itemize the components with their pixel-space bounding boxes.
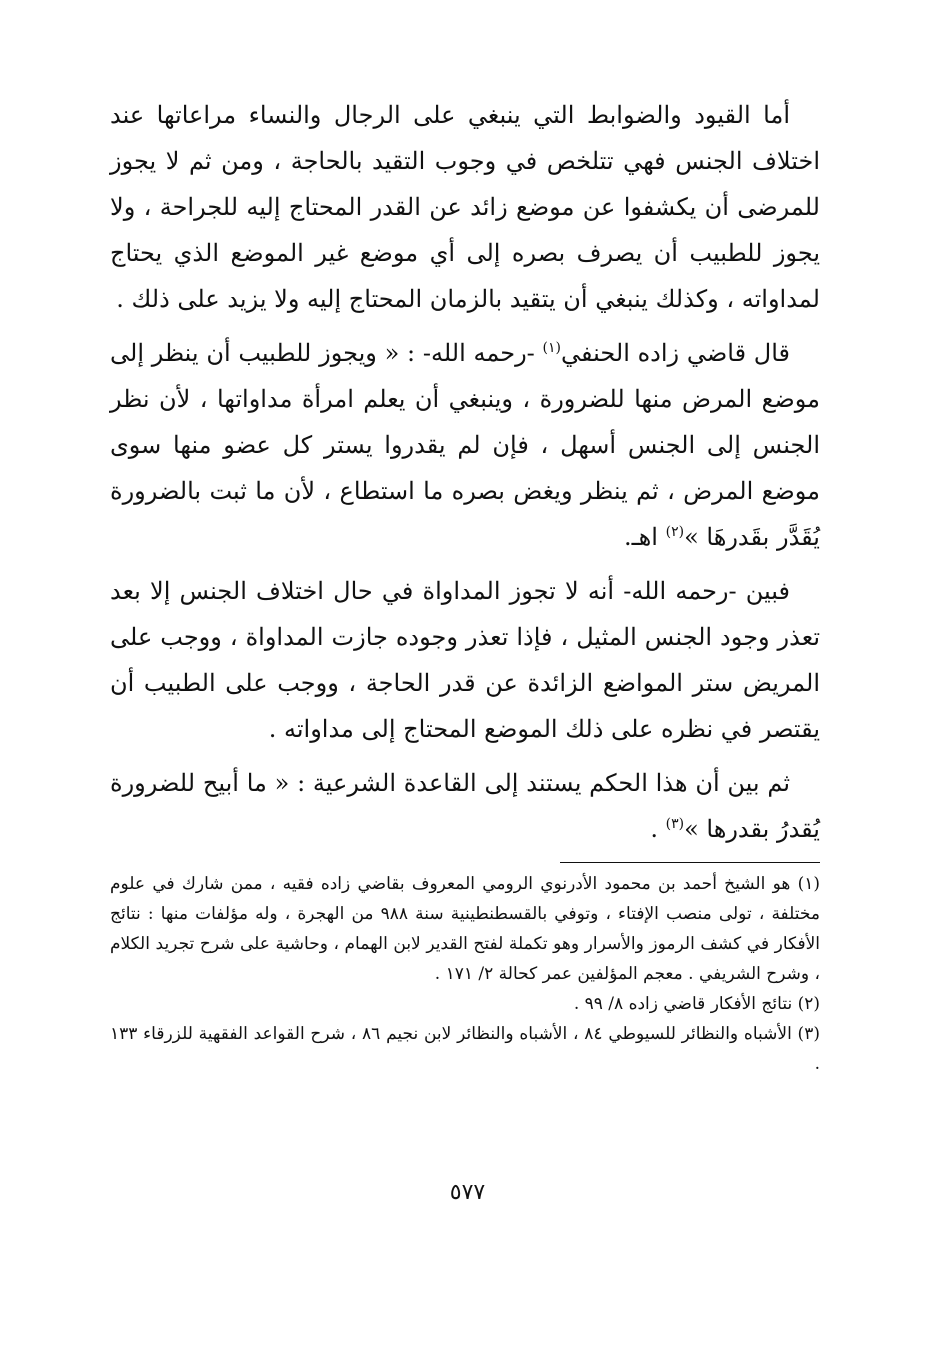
- paragraph-4: [110, 760, 820, 852]
- paragraph-2-text-a: قال قاضي زاده الحنفي: [561, 339, 791, 367]
- paragraph-4-text-a: ثم بين أن هذا الحكم يستند إلى القاعدة الشرعية : « ما أبيح للضرورة يُقدرُ بقدرها »: [110, 769, 820, 843]
- paragraph-2-text-b: -رحمه الله- : « ويجوز للطبيب أن ينظر إلى موضع المرض منها للضرورة ، وينبغي أن يعلم امرأة مداواتها ، لأن نظر الجنس إلى الجنس أسهل ، فإن لم يقدروا يستر كل عضو منها سوى موضع المرض ، ثم ينظر ويغض بصره ما استطاع ، لأن ما ثبت بالضرورة يُقَدَّر بقَدرهَا »: [110, 339, 820, 551]
- paragraph-2-text-c: اهـ.: [623, 523, 666, 551]
- footnote-1: (١) هو الشيخ أحمد بن محمود الأدرنوي الرومي المعروف بقاضي زاده فقيه ، ممن شارك في علوم مختلفة ، تولى منصب الإفتاء ، وتوفي بالقسطنطينية سنة ٩٨٨ من الهجرة ، وله مؤلفات منها : نتائج الأفكار في كشف الرموز والأسرار وهو تكملة لفتح القدير لابن الهمام ، وحاشية على شرح تجريد الكلام ، وشرح الشريفي . معجم المؤلفين عمر كحالة ٢/ ١٧١ .: [110, 874, 820, 984]
- paragraph-3: فبين -رحمه الله- أنه لا تجوز المداواة في حال اختلاف الجنس إلا بعد تعذر وجود الجنس المثيل ، فإذا تعذر وجوده جازت المداواة ، ووجب على المريض ستر المواضع الزائدة عن قدر الحاجة ، ووجب على الطبيب أن يقتصر في نظره على ذلك الموضع المحتاج إلى مداواته .: [110, 577, 820, 743]
- paragraph-2: [110, 330, 820, 560]
- page-number: ٥٧٧: [449, 1180, 486, 1205]
- footnotes: [110, 869, 820, 1079]
- paragraph-4-text-b: .: [650, 815, 666, 843]
- paragraph-1: أما القيود والضوابط التي ينبغي على الرجال والنساء مراعاتها عند اختلاف الجنس فهي تتلخص في وجوب التقيد بالحاجة ، ومن ثم لا يجوز للمرضى أن يكشفوا عن موضع زائد عن القدر المحتاج إليه للجراحة ، ولا يجوز للطبيب أن يصرف بصره إلى أي موضع غير الموضع الذي يحتاج لمداواته ، وكذلك ينبغي أن يتقيد بالزمان المحتاج إليه ولا يزيد على ذلك .: [110, 101, 820, 313]
- footnote-ref-3: (٣): [665, 816, 685, 832]
- footnote-2: (٢) نتائج الأفكار قاضي زاده ٨/ ٩٩ .: [573, 994, 820, 1014]
- footnote-divider: [560, 862, 820, 863]
- footnote-ref-2: (٢): [665, 524, 685, 540]
- footnote-3: (٣) الأشباه والنظائر للسيوطي ٨٤ ، الأشباه والنظائر لابن نجيم ٨٦ ، شرح القواعد الفقهية للزرقاء ١٣٣ .: [110, 1024, 820, 1074]
- page-body: [110, 92, 820, 1079]
- footnote-ref-1: (١): [542, 340, 561, 356]
